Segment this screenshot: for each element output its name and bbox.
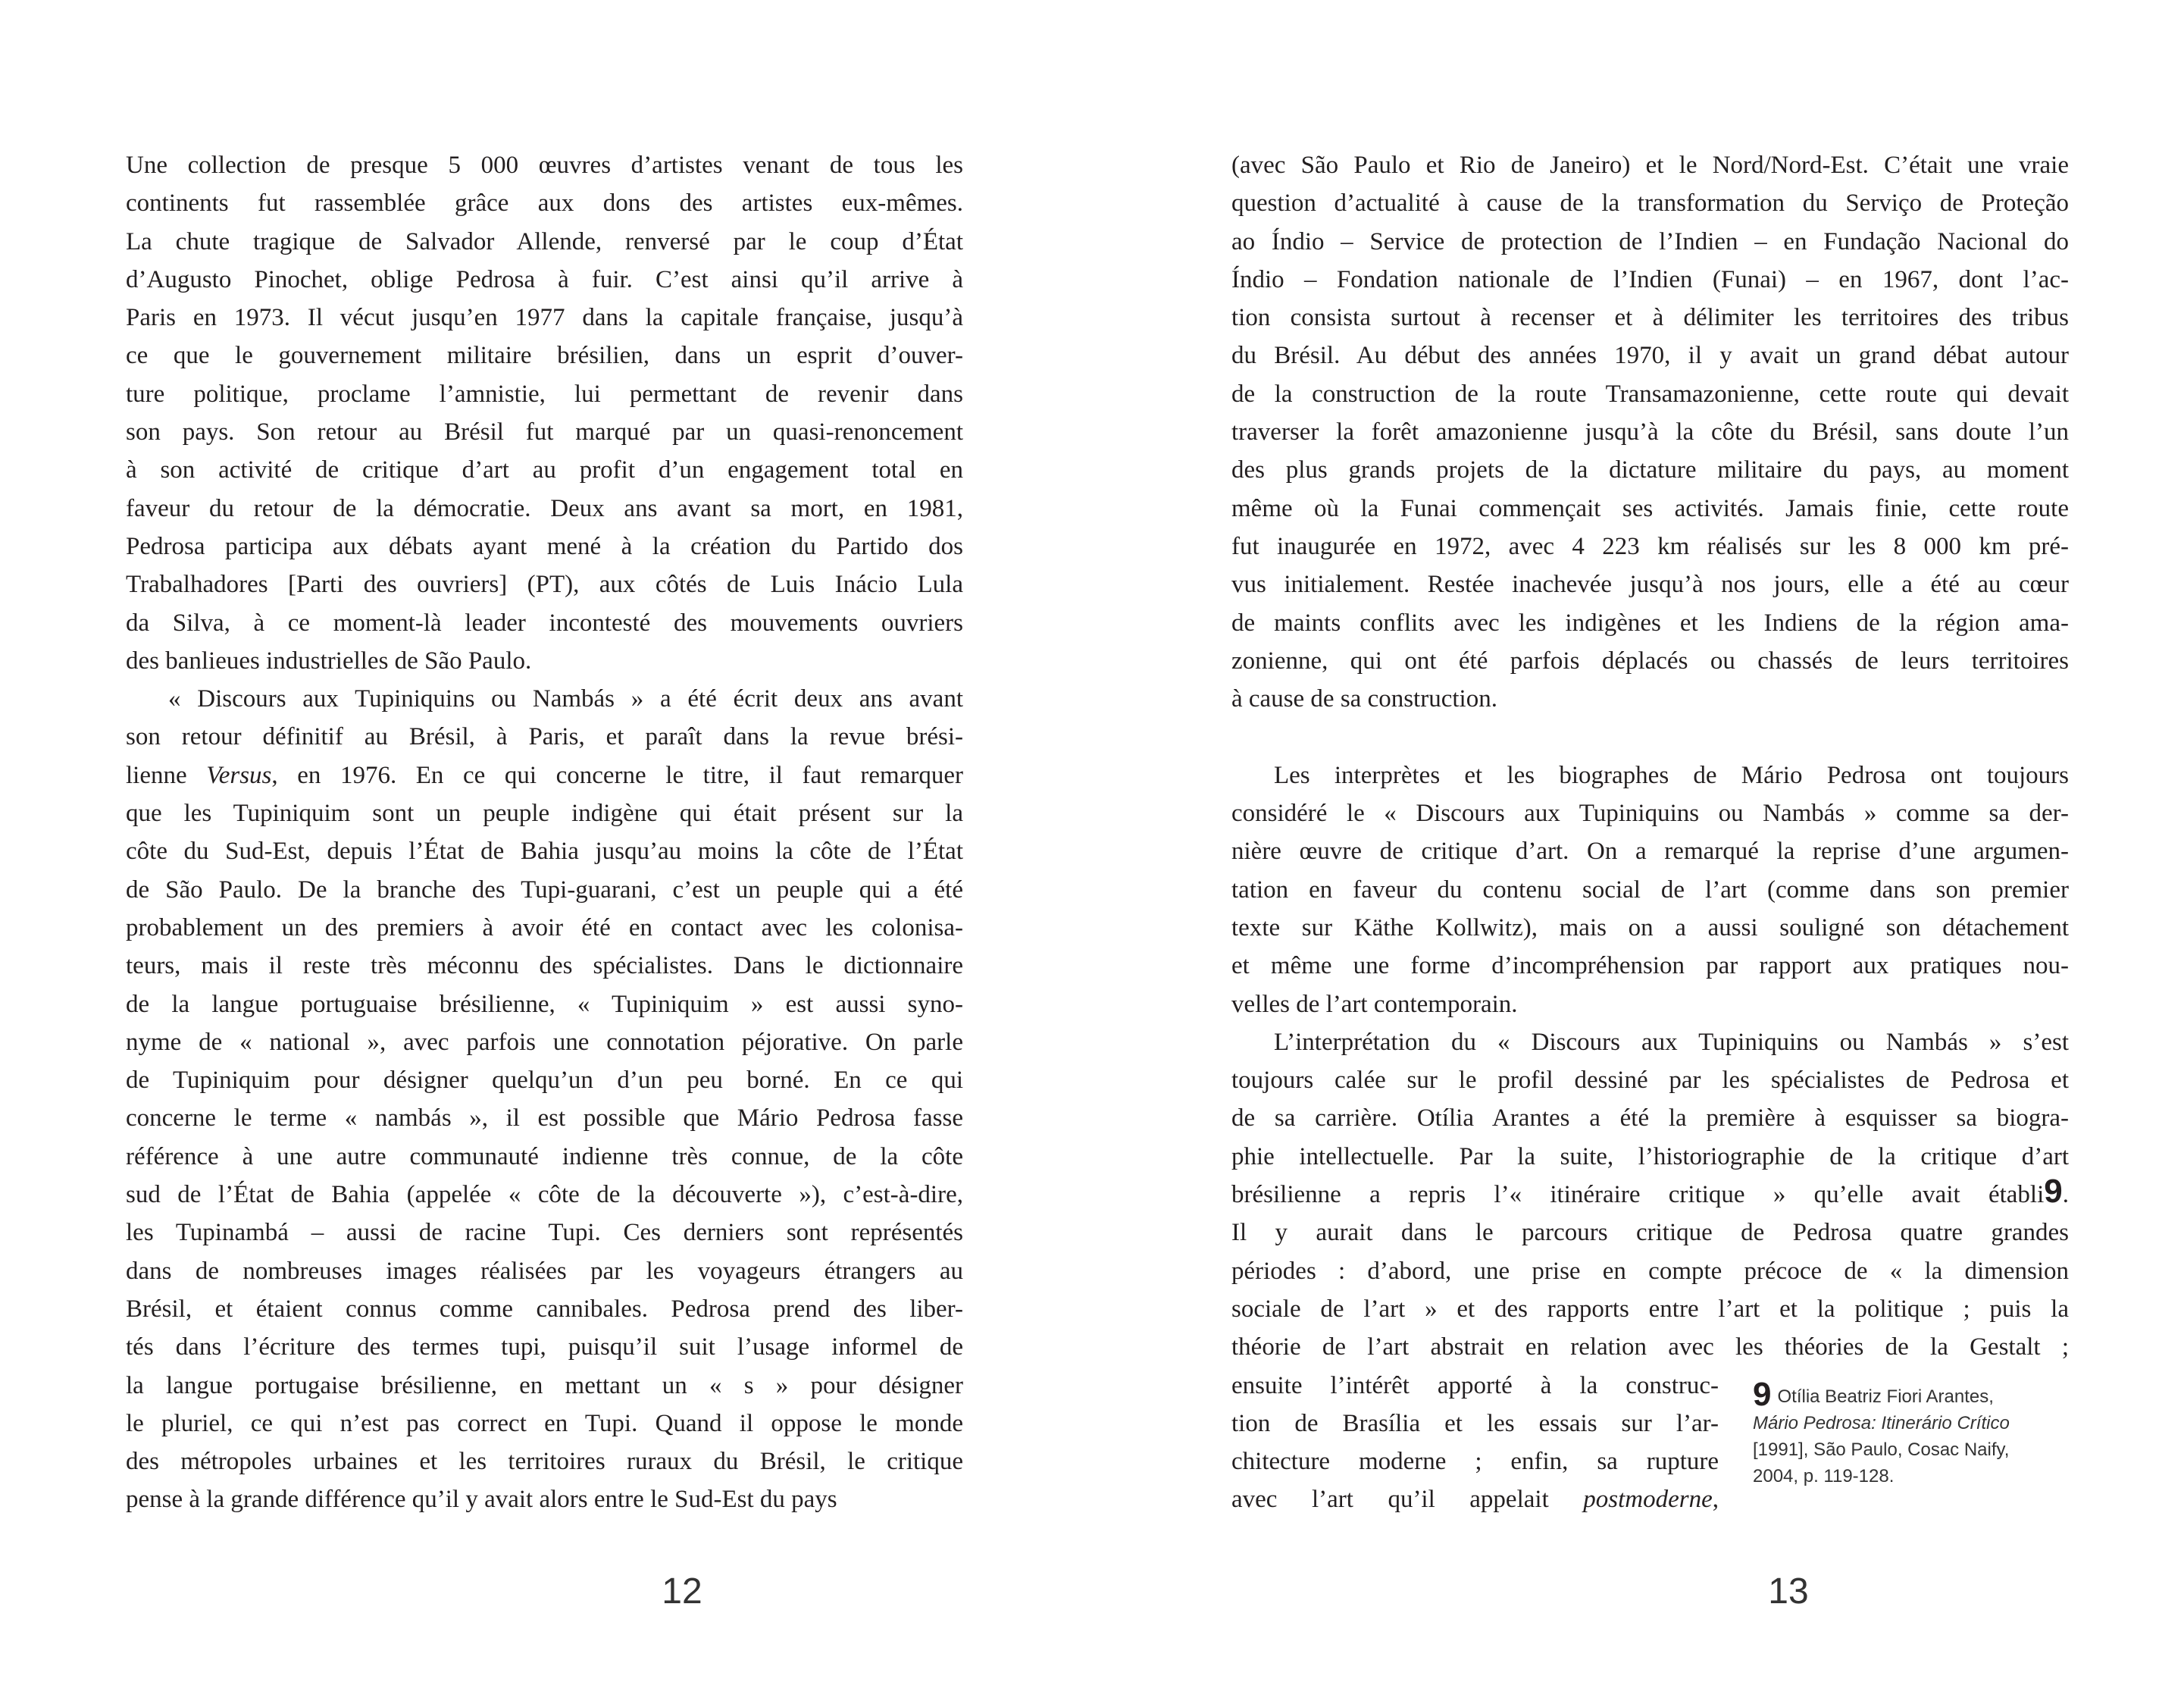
text-line: question d’actualité à cause de la transformation du Serviço de Proteção [1231,190,2069,218]
text-line: la langue portugaise brésilienne, en mettant un « s » pour désigner [126,1371,963,1399]
footnote-reference: 9 [2044,1173,2063,1211]
text-line: du Brésil. Au début des années 1970, il y avait un grand débat autour [1231,342,2069,370]
text-line: ce que le gouvernement militaire brésilien, dans un esprit d’ouver- [126,342,963,370]
text-line: dans de nombreuses images réalisées par les voyageurs étrangers au [126,1257,963,1285]
text-line: da Silva, à ce moment-là leader incontesté des mouvements ouvriers [126,609,963,637]
footnote-title: Mário Pedrosa: Itinerário Crítico [1753,1413,2010,1433]
text-line: de la langue portuguaise brésilienne, « Tupiniquim » est aussi syno- [126,990,963,1018]
text-line: « Discours aux Tupiniquins ou Nambás » a été écrit deux ans avant [168,685,963,713]
text-line: probablement un des premiers à avoir été en contact avec les colonisa- [126,913,963,941]
text-segment: . [2062,1181,2069,1209]
text-line: et même une forme d’incompréhension par rapport aux pratiques nou- [1231,952,2069,980]
text-line: de sa carrière. Otília Arantes a été la première à esquisser sa biogra- [1231,1104,2069,1132]
text-segment: lienne [126,761,207,789]
footnote-author: Otília Beatriz Fiori Arantes, [1777,1386,1994,1407]
right-page-body-text [1231,146,2069,1519]
text-line: que les Tupiniquim sont un peuple indigène qui était présent sur la [126,800,963,828]
text-line: tion de Brasília et les essais sur l’ar- [1231,1409,1719,1437]
text-line: sociale de l’art » et des rapports entre l’art et la politique ; puis la [1231,1295,2069,1323]
text-line: son pays. Son retour au Brésil fut marqué par un quasi-renoncement [126,418,963,446]
text-line: sud de l’État de Bahia (appelée « côte de la découverte »), c’est-à-dire, [126,1181,963,1209]
text-segment: brésilienne a repris l’« itinéraire critique » qu’elle avait établi [1231,1181,2045,1209]
text-line: référence à une autre communauté indienne très connue, de la côte [126,1142,963,1170]
footnote-publication: [1991], São Paulo, Cosac Naify, [1753,1439,2010,1460]
text-line: le pluriel, ce qui n’est pas correct en Tupi. Quand il oppose le monde [126,1409,963,1437]
text-line [126,757,963,794]
text-line: teurs, mais il reste très méconnu des spécialistes. Dans le dictionnaire [126,952,963,980]
text-line: Índio – Fondation nationale de l’Indien (Funai) – en 1967, dont l’ac- [1231,265,2069,293]
text-line: fut inaugurée en 1972, avec 4 223 km réalisés sur les 8 000 km pré- [1231,532,2069,560]
text-line: faveur du retour de la démocratie. Deux ans avant sa mort, en 1981, [126,494,963,522]
text-line: Une collection de presque 5 000 œuvres d’artistes venant de tous les [126,152,963,179]
text-line: zonienne, qui ont été parfois déplacés ou chassés de leurs territoires [1231,647,2069,675]
text-line: Brésil, et étaient connus comme cannibales. Pedrosa prend des liber- [126,1295,963,1323]
text-line [1231,718,2069,756]
text-line: texte sur Käthe Kollwitz), mais on a aussi souligné son détachement [1231,913,2069,941]
text-line: traverser la forêt amazonienne jusqu’à la côte du Brésil, sans doute l’un [1231,418,2069,446]
text-segment: avec l’art qu’il appelait [1231,1486,1584,1514]
text-line: ensuite l’intérêt apporté à la construc- [1231,1371,1719,1399]
italic-text: Versus [206,761,272,789]
text-line: tion consista surtout à recenser et à délimiter les territoires des tribus [1231,304,2069,332]
text-line: de Tupiniquim pour désigner quelqu’un d’un peu borné. En ce qui [126,1067,963,1095]
text-line: La chute tragique de Salvador Allende, renversé par le coup d’État [126,227,963,255]
text-line: périodes : d’abord, une prise en compte précoce de « la dimension [1231,1257,2069,1285]
text-line: tés dans l’écriture des termes tupi, puisqu’il suit l’usage informel de [126,1333,963,1361]
text-line: de la construction de la route Transamazonienne, cette route qui devait [1231,380,2069,408]
text-line: concerne le terme « nambás », il est possible que Mário Pedrosa fasse [126,1104,963,1132]
text-line: à cause de sa construction. [1231,685,1497,713]
text-line [1231,1173,2069,1214]
text-line: Pedrosa participa aux débats ayant mené à la création du Partido dos [126,532,963,560]
text-line [1231,1480,1719,1518]
text-line: tation en faveur du contenu social de l’art (comme dans son premier [1231,876,2069,904]
text-line: de São Paulo. De la branche des Tupi-guarani, c’est un peuple qui a été [126,876,963,904]
text-line: chitecture moderne ; enfin, sa rupture [1231,1448,1719,1476]
text-line: pense à la grande différence qu’il y avait alors entre le Sud-Est du pays [126,1486,837,1514]
text-line: continents fut rassemblée grâce aux dons des artistes eux-mêmes. [126,190,963,218]
text-line: à son activité de critique d’art au profit d’un engagement total en [126,456,963,484]
text-line: L’interprétation du « Discours aux Tupiniquins ou Nambás » s’est [1274,1028,2069,1056]
text-line: des banlieues industrielles de São Paulo. [126,647,532,675]
text-line: (avec São Paulo et Rio de Janeiro) et le Nord/Nord-Est. C’était une vraie [1231,152,2069,179]
text-line: toujours calée sur le profil dessiné par les spécialistes de Pedrosa et [1231,1067,2069,1095]
text-line: de maints conflits avec les indigènes et les Indiens de la région ama- [1231,609,2069,637]
text-segment: , [1712,1486,1719,1514]
text-line: velles de l’art contemporain. [1231,990,1518,1018]
text-line: théorie de l’art abstrait en relation avec les théories de la Gestalt ; [1231,1333,2069,1361]
text-line: même où la Funai commençait ses activités. Jamais finie, cette route [1231,494,2069,522]
text-line: nyme de « national », avec parfois une connotation péjorative. On parle [126,1028,963,1056]
text-line: Trabalhadores [Parti des ouvriers] (PT), aux côtés de Luis Inácio Lula [126,571,963,599]
text-line: des plus grands projets de la dictature militaire du pays, au moment [1231,456,2069,484]
text-line: nière œuvre de critique d’art. On a remarqué la reprise d’une argumen- [1231,838,2069,866]
text-line: phie intellectuelle. Par la suite, l’historiographie de la critique d’art [1231,1142,2069,1170]
italic-text: postmoderne [1583,1486,1713,1514]
text-line: les Tupinambá – aussi de racine Tupi. Ces derniers sont représentés [126,1219,963,1247]
text-line: côte du Sud-Est, depuis l’État de Bahia jusqu’au moins la côte de l’État [126,838,963,866]
text-line: Paris en 1973. Il vécut jusqu’en 1977 dans la capitale française, jusqu’à [126,304,963,332]
footnote-pages: 2004, p. 119-128. [1753,1466,1895,1486]
page-number-left: 12 [662,1571,702,1612]
text-line: son retour définitif au Brésil, à Paris, et paraît dans la revue brési- [126,723,963,751]
text-line: ture politique, proclame l’amnistie, lui permettant de revenir dans [126,380,963,408]
text-line: Les interprètes et les biographes de Mário Pedrosa ont toujours [1274,761,2069,789]
footnote-9 [1753,1376,2079,1490]
text-line: vus initialement. Restée inachevée jusqu’à nos jours, elle a été au cœur [1231,571,2069,599]
text-line: d’Augusto Pinochet, oblige Pedrosa à fuir. C’est ainsi qu’il arrive à [126,265,963,293]
footnote-number: 9 [1753,1376,1772,1413]
text-line: considéré le « Discours aux Tupiniquins ou Nambás » comme sa der- [1231,800,2069,828]
text-line: des métropoles urbaines et les territoires ruraux du Brésil, le critique [126,1448,963,1476]
page-number-right: 13 [1768,1571,1809,1612]
text-line: Il y aurait dans le parcours critique de Pedrosa quatre grandes [1231,1219,2069,1247]
text-line: ao Índio – Service de protection de l’Indien – en Fundação Nacional do [1231,227,2069,255]
text-segment: , en 1976. En ce qui concerne le titre, il faut remarquer [271,761,963,789]
left-page-body-text [126,146,963,1519]
